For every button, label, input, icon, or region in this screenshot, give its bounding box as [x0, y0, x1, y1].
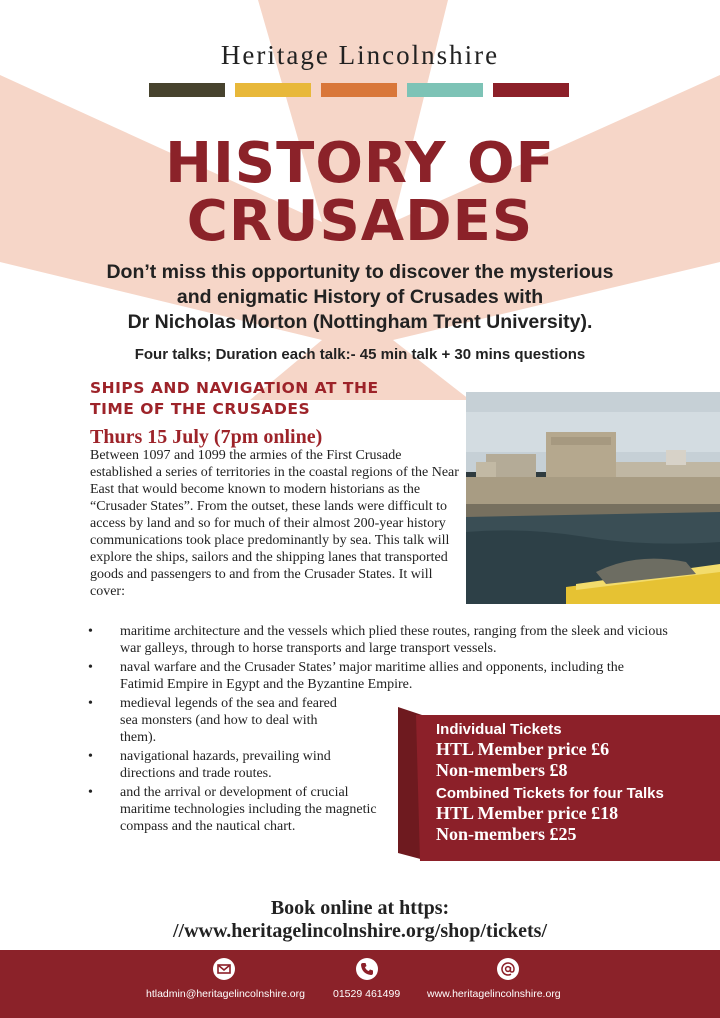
list-item: • medieval legends of the sea and feared sea monsters (and how to deal with them).: [88, 695, 355, 746]
talks-info: Four talks; Duration each talk:- 45 min talk + 30 mins questions: [134, 346, 586, 363]
page-title-line1: HISTORY OF: [165, 131, 555, 196]
footer-email[interactable]: htladmin@heritagelincolnshire.org: [146, 988, 305, 1000]
at-icon: [497, 958, 519, 980]
booking-line1: Book online at https:: [270, 897, 450, 919]
booking-info: [0, 897, 720, 943]
footer-phone[interactable]: 01529 461499: [333, 988, 401, 1000]
intro-line2: and enigmatic History of Crusades with: [176, 286, 544, 308]
list-item: • maritime architecture and the vessels which plied these routes, ranging from the sleek and vicious war galleys, through to horse transports and large transport vessels.: [88, 623, 668, 657]
page-title-line2: CRUSADES: [186, 189, 534, 254]
talk-title: [90, 378, 450, 420]
brand-color-bars: [149, 83, 569, 97]
list-item: • and the arrival or development of crucial maritime technologies including the magnetic compass and the nautical chart.: [88, 784, 385, 835]
individual-member-price: HTL Member price £6: [436, 739, 610, 759]
color-bar-orange: [321, 83, 397, 97]
talk-description: [90, 447, 463, 600]
talk-title-line2: TIME OF THE CRUSADES: [90, 400, 311, 418]
combined-nonmember-price: Non-members £25: [436, 824, 577, 844]
booking-link[interactable]: //www.heritagelincolnshire.org/shop/tickets/: [172, 920, 548, 942]
talk-date: Thurs 15 July (7pm online): [90, 426, 323, 448]
combined-tickets-heading: Combined Tickets for four Talks: [436, 785, 664, 802]
individual-tickets-heading: Individual Tickets: [436, 721, 562, 738]
individual-nonmember-price: Non-members £8: [436, 760, 568, 780]
ticket-prices-panel: [398, 707, 720, 861]
footer-bar: [0, 950, 720, 1018]
list-item: • navigational hazards, prevailing wind directions and trade routes.: [88, 748, 355, 782]
intro-text: [0, 260, 720, 335]
color-bar-olive: [149, 83, 225, 97]
ticket-text: [436, 721, 720, 845]
color-bar-teal: [407, 83, 483, 97]
talk-title-line1: SHIPS AND NAVIGATION AT THE: [90, 379, 379, 397]
phone-icon: [356, 958, 378, 980]
email-icon: [213, 958, 235, 980]
combined-member-price: HTL Member price £18: [436, 803, 619, 823]
intro-line3: Dr Nicholas Morton (Nottingham Trent University).: [127, 311, 593, 333]
color-bar-maroon: [493, 83, 569, 97]
brand-name: Heritage Lincolnshire: [220, 40, 500, 70]
list-item: • naval warfare and the Crusader States’ major maritime allies and opponents, including the Fatimid Empire in Egypt and the Byzantine Empire.: [88, 659, 668, 693]
color-bar-yellow: [235, 83, 311, 97]
harbour-photo: [466, 392, 720, 604]
intro-line1: Don’t miss this opportunity to discover the mysterious: [106, 261, 614, 283]
talk-description-text: Between 1097 and 1099 the armies of the First Crusade established a series of territories in the coastal regions of the Near East that would become known to modern historians as the “Crusader States”. From the outset, these lands were difficult to access by land and so for much of their almost 200-year history communications took place predominantly by sea. This talk will explore the ships, sailors and the shipping lanes that transported goods and passengers to and from the Crusader States. It will cover:: [90, 448, 459, 599]
footer-website[interactable]: www.heritagelincolnshire.org: [427, 988, 561, 1000]
